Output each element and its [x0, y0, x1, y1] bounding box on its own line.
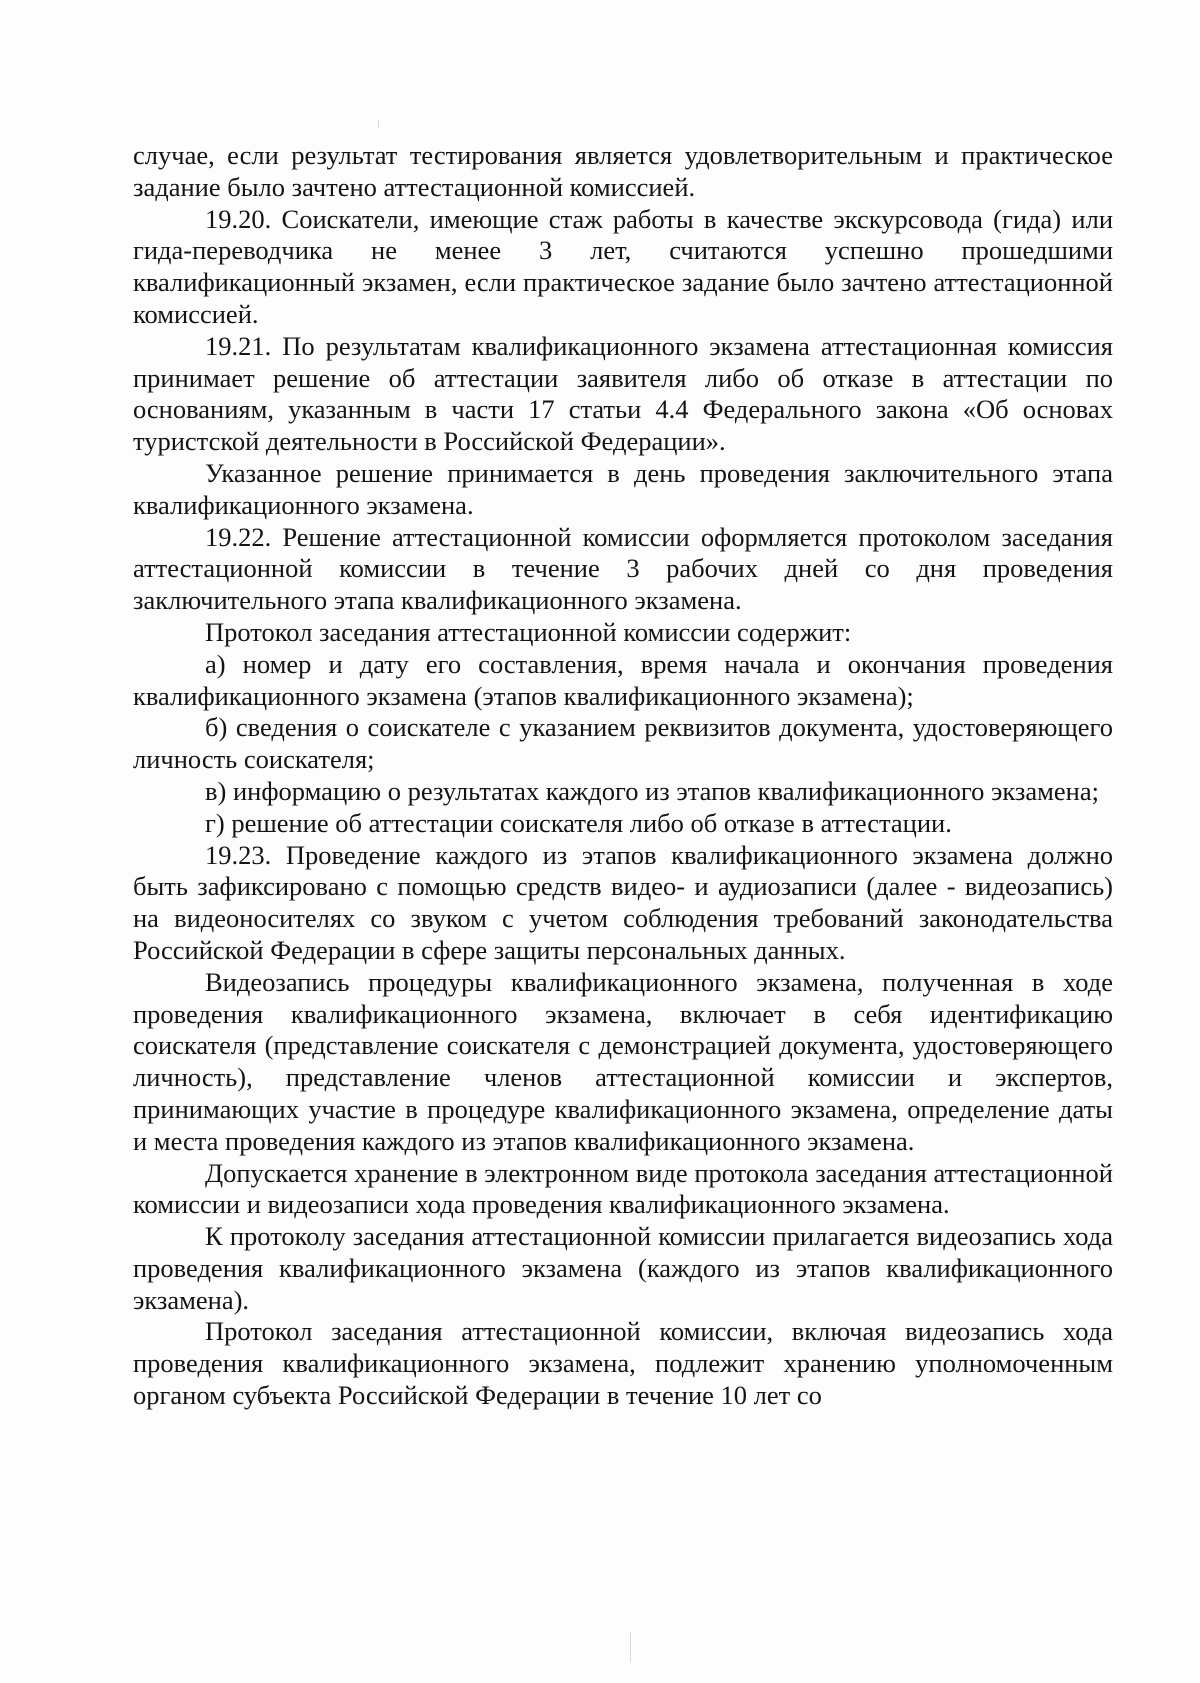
paragraph-video-procedure: Видеозапись процедуры квалификационного экзамена, полученная в ходе проведения квалификационного экзамена, включает в себя идентификацию соискателя (представление соискателя с демонстрацией документа, удостоверяющего личность), представление членов аттестационной комиссии и экспертов, принимающих участие в процедуре квалификационного экзамена, определение даты и места проведения каждого из этапов квалификационного экзамена. [133, 966, 1113, 1156]
paragraph-19-20: 19.20. Соискатели, имеющие стаж работы в качестве экскурсовода (гида) или гида-переводчика не менее 3 лет, считаются успешно прошедшими квалификационный экзамен, если практическое задание было зачтено аттестационной комиссией. [133, 203, 1113, 329]
scan-mark-bottom [630, 1632, 631, 1662]
paragraph-19-21: 19.21. По результатам квалификационного экзамена аттестационная комиссия принимает решение об аттестации заявителя либо об отказе в аттестации по основаниям, указанным в части 17 статьи 4.4 Федерального закона «Об основах туристской деятельности в Российской Федерации». [133, 330, 1113, 457]
paragraph-retention: Протокол заседания аттестационной комиссии, включая видеозапись хода проведения квалификационного экзамена, подлежит хранению уполномоченным органом субъекта Российской Федерации в течение 10 лет со [133, 1316, 1113, 1411]
paragraph-electronic-storage: Допускается хранение в электронном виде протокола заседания аттестационной комиссии и видеозаписи хода проведения квалификационного экзамена. [133, 1157, 1113, 1220]
paragraph-decision-day: Указанное решение принимается в день проведения заключительного этапа квалификационного экзамена. [133, 457, 1113, 520]
list-item-g: г) решение об аттестации соискателя либо об отказе в аттестации. [205, 807, 952, 838]
paragraph-protocol-contents: Протокол заседания аттестационной комиссии содержит: [205, 616, 852, 647]
paragraph-19-22: 19.22. Решение аттестационной комиссии оформляется протоколом заседания аттестационной комиссии в течение 3 рабочих дней со дня проведения заключительного этапа квалификационного экзамена. [133, 521, 1113, 616]
paragraph-continuation: случае, если результат тестирования является удовлетворительным и практическое задание было зачтено аттестационной комиссией. [133, 140, 1113, 202]
scan-mark-top [378, 120, 379, 128]
list-item-v: в) информацию о результатах каждого из этапов квалификационного экзамена; [205, 775, 1099, 806]
list-item-a: а) номер и дату его составления, время начала и окончания проведения квалификационного экзамена (этапов квалификационного экзамена); [133, 648, 1113, 711]
list-item-b: б) сведения о соискателе с указанием реквизитов документа, удостоверяющего личность соискателя; [133, 712, 1113, 775]
paragraph-video-attachment: К протоколу заседания аттестационной комиссии прилагается видеозапись хода проведения квалификационного экзамена (каждого из этапов квалификационного экзамена). [133, 1221, 1113, 1315]
paragraph-19-23: 19.23. Проведение каждого из этапов квалификационного экзамена должно быть зафиксировано с помощью средств видео- и аудиозаписи (далее - видеозапись) на видеоносителях со звуком с учетом соблюдения требований законодательства Российской Федерации в сфере защиты персональных данных. [133, 839, 1113, 965]
document-body [133, 140, 1113, 1412]
